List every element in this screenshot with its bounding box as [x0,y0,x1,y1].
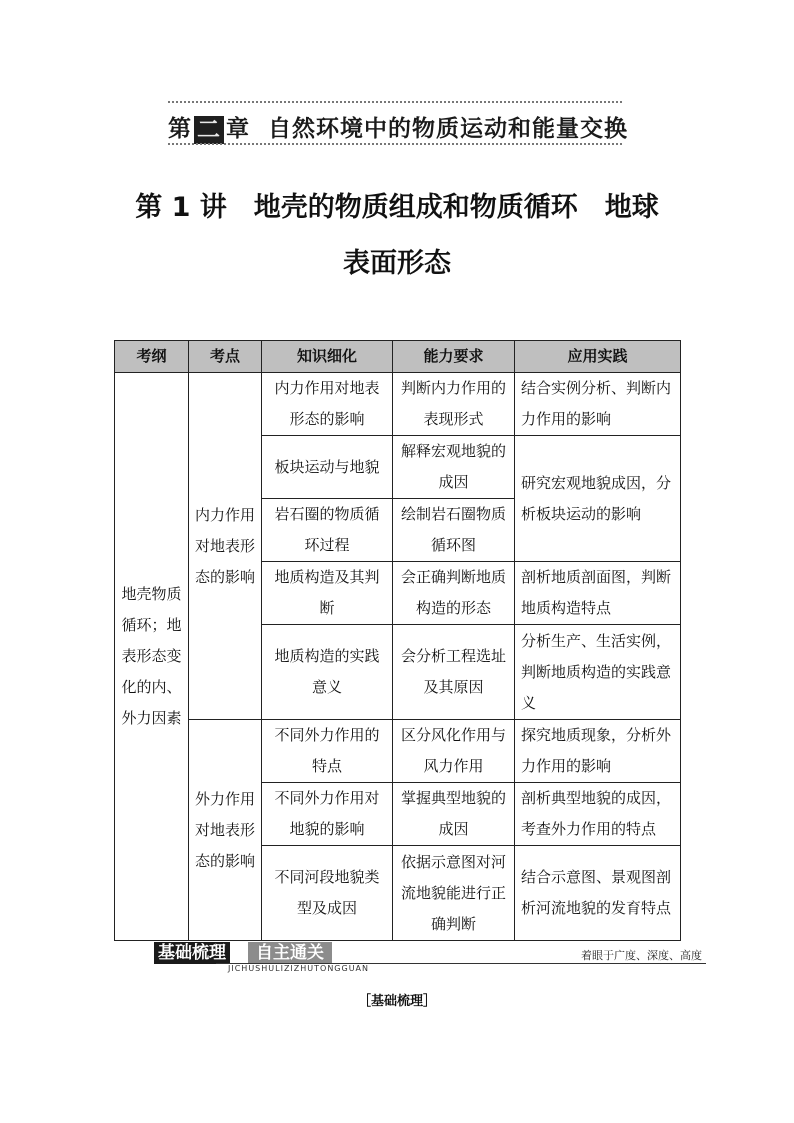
column-header: 考点 [189,341,262,373]
chapter-heading [168,110,629,144]
outline-cell: 地壳物质循环；地表形态变化的内、外力因素 [115,373,189,941]
detail-cell: 岩石圈的物质循环过程 [262,499,393,562]
section-motto: 着眼于广度、深度、高度 [581,949,702,962]
detail-cell: 地质构造及其判断 [262,562,393,625]
exam-outline-table [114,340,681,941]
practice-cell: 剖析地质剖面图，判断地质构造特点 [515,562,681,625]
practice-cell: 结合示意图、景观图剖析河流地貌的发育特点 [515,846,681,941]
lesson-title-line-2: 表面形态 [343,248,451,279]
chapter-title: 自然环境中的物质运动和能量交换 [268,116,629,142]
practice-cell: 研究宏观地貌成因，分析板块运动的影响 [515,436,681,562]
chapter-prefix: 第 [168,116,192,142]
ability-cell: 判断内力作用的表现形式 [393,373,515,436]
lesson-title [100,180,694,292]
banner-top-rule [168,101,622,103]
sub-heading: ［基础梳理］ [357,994,436,1009]
ability-cell: 区分风化作用与风力作用 [393,720,515,783]
section-pinyin: JICHUSHULIZIZHUTONGGUAN [228,964,370,973]
column-header: 知识细化 [262,341,393,373]
detail-cell: 不同河段地貌类型及成因 [262,846,393,941]
topic-cell-internal: 内力作用对地表形态的影响 [189,373,262,720]
table-row [115,720,681,783]
banner-bottom-rule [168,143,622,145]
column-header: 能力要求 [393,341,515,373]
ability-cell: 绘制岩石圈物质循环图 [393,499,515,562]
detail-cell: 不同外力作用对地貌的影响 [262,783,393,846]
detail-cell: 不同外力作用的特点 [262,720,393,783]
practice-cell: 剖析典型地貌的成因，考查外力作用的特点 [515,783,681,846]
table-header-row [115,341,681,373]
detail-cell: 内力作用对地表形态的影响 [262,373,393,436]
practice-cell: 分析生产、生活实例，判断地质构造的实践意义 [515,625,681,720]
chapter-banner [168,100,629,146]
ability-cell: 会正确判断地质构造的形态 [393,562,515,625]
chapter-suffix: 章 [226,116,250,142]
section-banner [114,942,706,974]
section-label-primary: 基础梳理 [154,942,230,964]
column-header: 考纲 [115,341,189,373]
ability-cell: 会分析工程选址及其原因 [393,625,515,720]
detail-cell: 板块运动与地貌 [262,436,393,499]
topic-cell-external: 外力作用对地表形态的影响 [189,720,262,941]
ability-cell: 掌握典型地貌的成因 [393,783,515,846]
practice-cell: 探究地质现象，分析外力作用的影响 [515,720,681,783]
chapter-number: 二 [194,116,224,144]
table-row [115,373,681,436]
section-label-secondary: 自主通关 [248,942,332,964]
ability-cell: 依据示意图对河流地貌能进行正确判断 [393,846,515,941]
detail-cell: 地质构造的实践意义 [262,625,393,720]
lesson-title-line-1: 第 1 讲 地壳的物质组成和物质循环 地球 [135,192,659,223]
column-header: 应用实践 [515,341,681,373]
ability-cell: 解释宏观地貌的成因 [393,436,515,499]
practice-cell: 结合实例分析、判断内力作用的影响 [515,373,681,436]
